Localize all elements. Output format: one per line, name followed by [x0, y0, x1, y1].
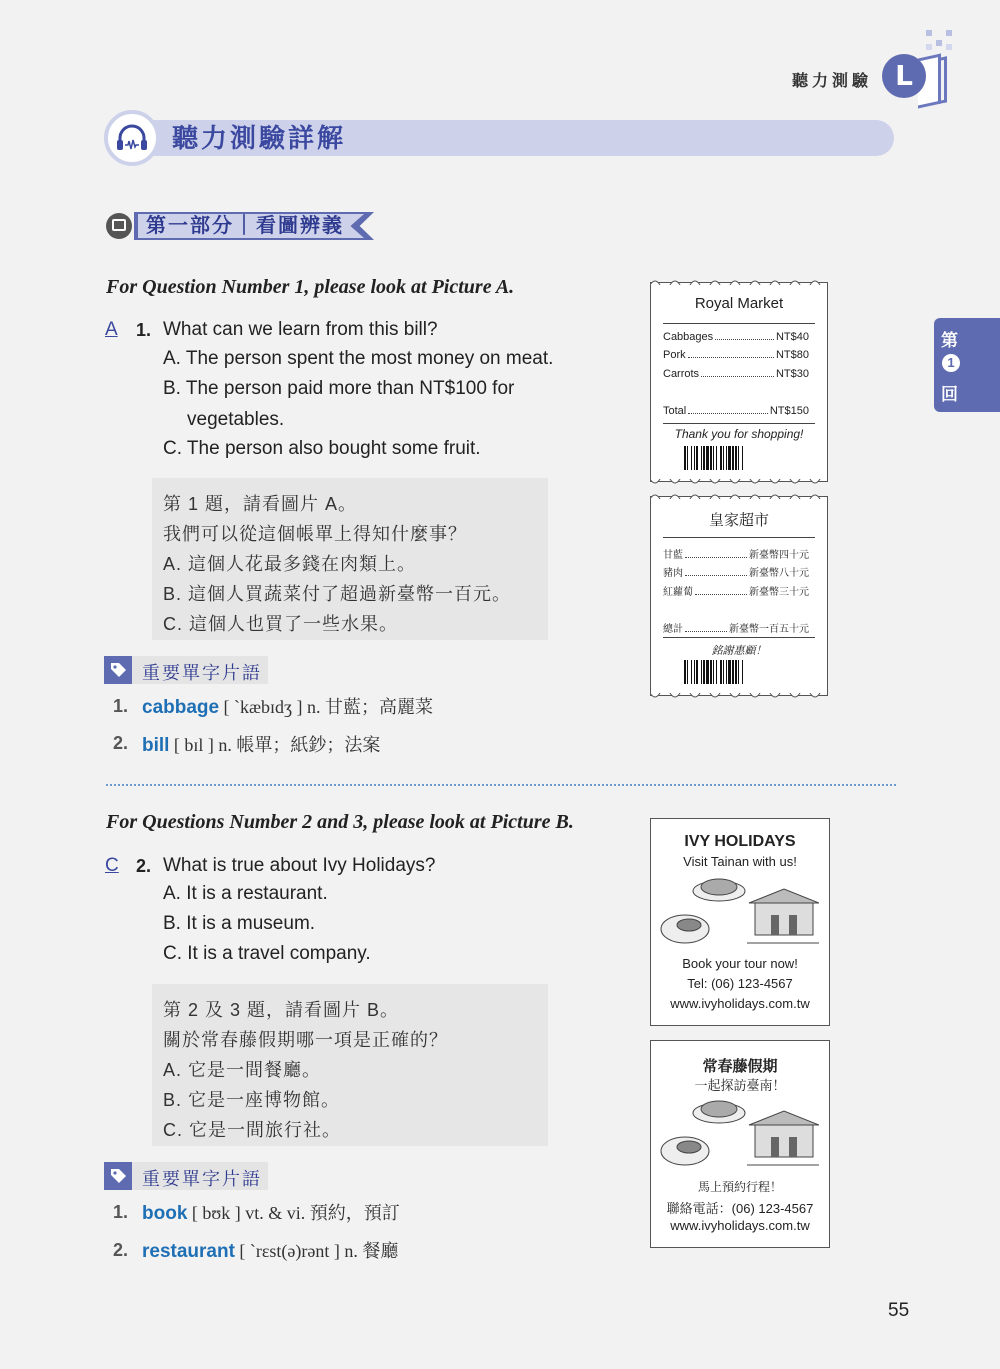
- poster-line: Book your tour now!: [682, 956, 798, 971]
- decor-dot: [946, 44, 952, 50]
- section-title: 第一部分｜看圖辨義: [146, 215, 344, 237]
- q1-question: What can we learn from this bill?: [163, 319, 438, 340]
- receipt-divider: [663, 537, 815, 538]
- headphones-icon: [108, 114, 156, 162]
- receipt-price: 新臺幣三十元: [749, 587, 809, 598]
- q2-option-c: C. It is a travel company.: [163, 943, 371, 964]
- receipt-wave-edge: [650, 479, 828, 487]
- vocab-entry: [142, 1237, 398, 1263]
- q1-translation-line: B. 這個人買蔬菜付了超過新臺幣一百元。: [163, 584, 512, 604]
- vocab-number: 2.: [113, 733, 129, 753]
- poster-website: www.ivyholidays.com.tw: [670, 1218, 810, 1233]
- page-number: 55: [888, 1300, 910, 1321]
- receipt-total-label: Total: [663, 405, 687, 417]
- poster-website: www.ivyholidays.com.tw: [670, 996, 810, 1011]
- q1-translation-line: C. 這個人也買了一些水果。: [163, 614, 398, 634]
- receipt-picture-a-en: [650, 282, 828, 482]
- receipt-row: [663, 331, 809, 343]
- receipt-picture-a-zh: [650, 496, 828, 696]
- side-tab-number: 1: [942, 354, 960, 372]
- decor-dot: [926, 30, 932, 36]
- receipt-row: [663, 368, 809, 380]
- receipt-item: Pork: [663, 349, 686, 361]
- tainan-food-temple-illustration: [659, 1093, 819, 1173]
- q1-number: 1.: [136, 320, 152, 340]
- headphones-icon-badge: [104, 110, 160, 166]
- q2-option-a: A. It is a restaurant.: [163, 883, 328, 904]
- listening-badge: L: [882, 54, 926, 98]
- tainan-food-temple-illustration: [659, 871, 819, 951]
- receipt-wave-edge: [650, 693, 828, 701]
- q2-translation-line: C. 它是一間旅行社。: [163, 1120, 342, 1140]
- q2-translation-box: [152, 984, 548, 1146]
- receipt-item: 紅蘿蔔: [663, 587, 693, 598]
- vocab-word: restaurant: [142, 1241, 235, 1262]
- receipt-item: 甘藍: [663, 550, 683, 561]
- barcode-icon: [684, 660, 794, 684]
- vocab-number: 1.: [113, 696, 129, 716]
- receipt-row: [663, 564, 809, 579]
- q2-translation-line: 第 2 及 3 題，請看圖片 B。: [163, 1000, 400, 1020]
- section-divider: [106, 784, 896, 786]
- decor-dot: [926, 44, 932, 50]
- receipt-thanks: 銘謝惠顧！: [711, 645, 767, 657]
- vocab-word: book: [142, 1203, 188, 1224]
- receipt-total-row: [663, 620, 809, 635]
- q2-question: What is true about Ivy Holidays?: [163, 855, 436, 876]
- poster-picture-b-en: [650, 818, 830, 1026]
- receipt-row: [663, 583, 809, 598]
- q1-vocab-label: 重要單字片語: [142, 663, 262, 683]
- receipt-item: Carrots: [663, 368, 700, 380]
- receipt-total-label: 總計: [663, 624, 683, 635]
- receipt-total: 新臺幣一百五十元: [729, 624, 809, 635]
- vocab-number: 2.: [113, 1240, 129, 1260]
- side-tab-top: 第: [941, 331, 958, 350]
- receipt-price: 新臺幣八十元: [749, 568, 809, 579]
- q1-translation-line: 我們可以從這個帳單上得知什麼事？: [163, 524, 467, 544]
- poster-picture-b-zh: [650, 1040, 830, 1248]
- receipt-wave-edge: [650, 491, 828, 499]
- q2-translation-line: 關於常春藤假期哪一項是正確的？: [163, 1030, 448, 1050]
- vocab-entry: [142, 1199, 400, 1225]
- page-title: 聽力測驗詳解: [172, 123, 347, 153]
- q1-option-b: B. The person paid more than NT$100 for: [163, 378, 515, 399]
- receipt-total: NT$150: [769, 405, 809, 417]
- q2-intro: For Questions Number 2 and 3, please look at Picture B.: [106, 811, 574, 833]
- receipt-divider: [663, 637, 815, 638]
- q1-translation-box: [152, 478, 548, 640]
- chapter-side-tab[interactable]: [934, 318, 1000, 412]
- receipt-title: 皇家超市: [708, 512, 769, 529]
- receipt-wave-edge: [650, 277, 828, 285]
- side-tab-bottom: 回: [941, 385, 958, 404]
- vocab-word: cabbage: [142, 697, 220, 718]
- q1-intro: For Question Number 1, please look at Picture A.: [106, 276, 515, 298]
- receipt-item: 豬肉: [663, 568, 683, 579]
- q2-vocab-label: 重要單字片語: [142, 1169, 262, 1189]
- receipt-total-row: [663, 405, 809, 417]
- vocab-definition: [ ˋrɛst(ə)rənt ] n. 餐廳: [239, 1241, 399, 1261]
- receipt-price: NT$30: [775, 368, 809, 380]
- decor-dot: [946, 30, 952, 36]
- receipt-title: Royal Market: [694, 295, 784, 312]
- receipt-price: NT$80: [775, 349, 809, 361]
- q2-option-b: B. It is a museum.: [163, 913, 316, 934]
- vocab-entry: [142, 693, 433, 719]
- q1-option-b-cont: vegetables.: [187, 409, 285, 430]
- vocab-number: 1.: [113, 1202, 129, 1222]
- receipt-thanks: Thank you for shopping!: [674, 427, 804, 441]
- receipt-divider: [663, 423, 815, 424]
- poster-phone: 聯絡電話：(06) 123-4567: [666, 1201, 814, 1216]
- receipt-price: NT$40: [775, 331, 809, 343]
- tag-icon-shape: [104, 656, 132, 684]
- q1-answer: A: [105, 319, 118, 340]
- q2-answer: C: [105, 855, 119, 876]
- vocab-word: bill: [142, 735, 170, 756]
- q1-option-a: A. The person spent the most money on meat.: [163, 348, 554, 369]
- q1-translation-line: 第 1 題，請看圖片 A。: [163, 494, 358, 514]
- tag-icon-shape: [104, 1162, 132, 1190]
- poster-phone: Tel: (06) 123-4567: [687, 976, 793, 991]
- q2-number: 2.: [136, 856, 152, 876]
- poster-subtitle: Visit Tainan with us!: [683, 854, 797, 869]
- poster-title: IVY HOLIDAYS: [684, 833, 796, 850]
- poster-line: 馬上預約行程！: [697, 1180, 782, 1194]
- receipt-row: [663, 546, 809, 561]
- q2-translation-line: A. 它是一間餐廳。: [163, 1060, 322, 1080]
- q2-translation-line: B. 它是一座博物館。: [163, 1090, 341, 1110]
- receipt-price: 新臺幣四十元: [749, 550, 809, 561]
- barcode-icon: [684, 446, 794, 470]
- q1-option-c: C. The person also bought some fruit.: [163, 438, 481, 459]
- tag-icon: [104, 656, 132, 684]
- picture-icon-frame: [112, 219, 126, 231]
- q1-translation-line: A. 這個人花最多錢在肉類上。: [163, 554, 417, 574]
- poster-subtitle: 一起探訪臺南！: [694, 1078, 786, 1093]
- header-section-label: 聽力測驗: [791, 73, 872, 90]
- decor-dot: [936, 40, 942, 46]
- receipt-item: Cabbages: [663, 331, 714, 343]
- receipt-divider: [663, 323, 815, 324]
- vocab-definition: [ ˋkæbɪdʒ ] n. 甘藍；高麗菜: [223, 697, 434, 717]
- receipt-row: [663, 349, 809, 361]
- vocab-entry: [142, 731, 380, 757]
- vocab-definition: [ bɪl ] n. 帳單；紙鈔；法案: [173, 735, 381, 755]
- vocab-definition: [ bʊk ] vt. & vi. 預約，預訂: [191, 1203, 400, 1223]
- tag-icon: [104, 1162, 132, 1190]
- poster-title: 常春藤假期: [702, 1058, 778, 1075]
